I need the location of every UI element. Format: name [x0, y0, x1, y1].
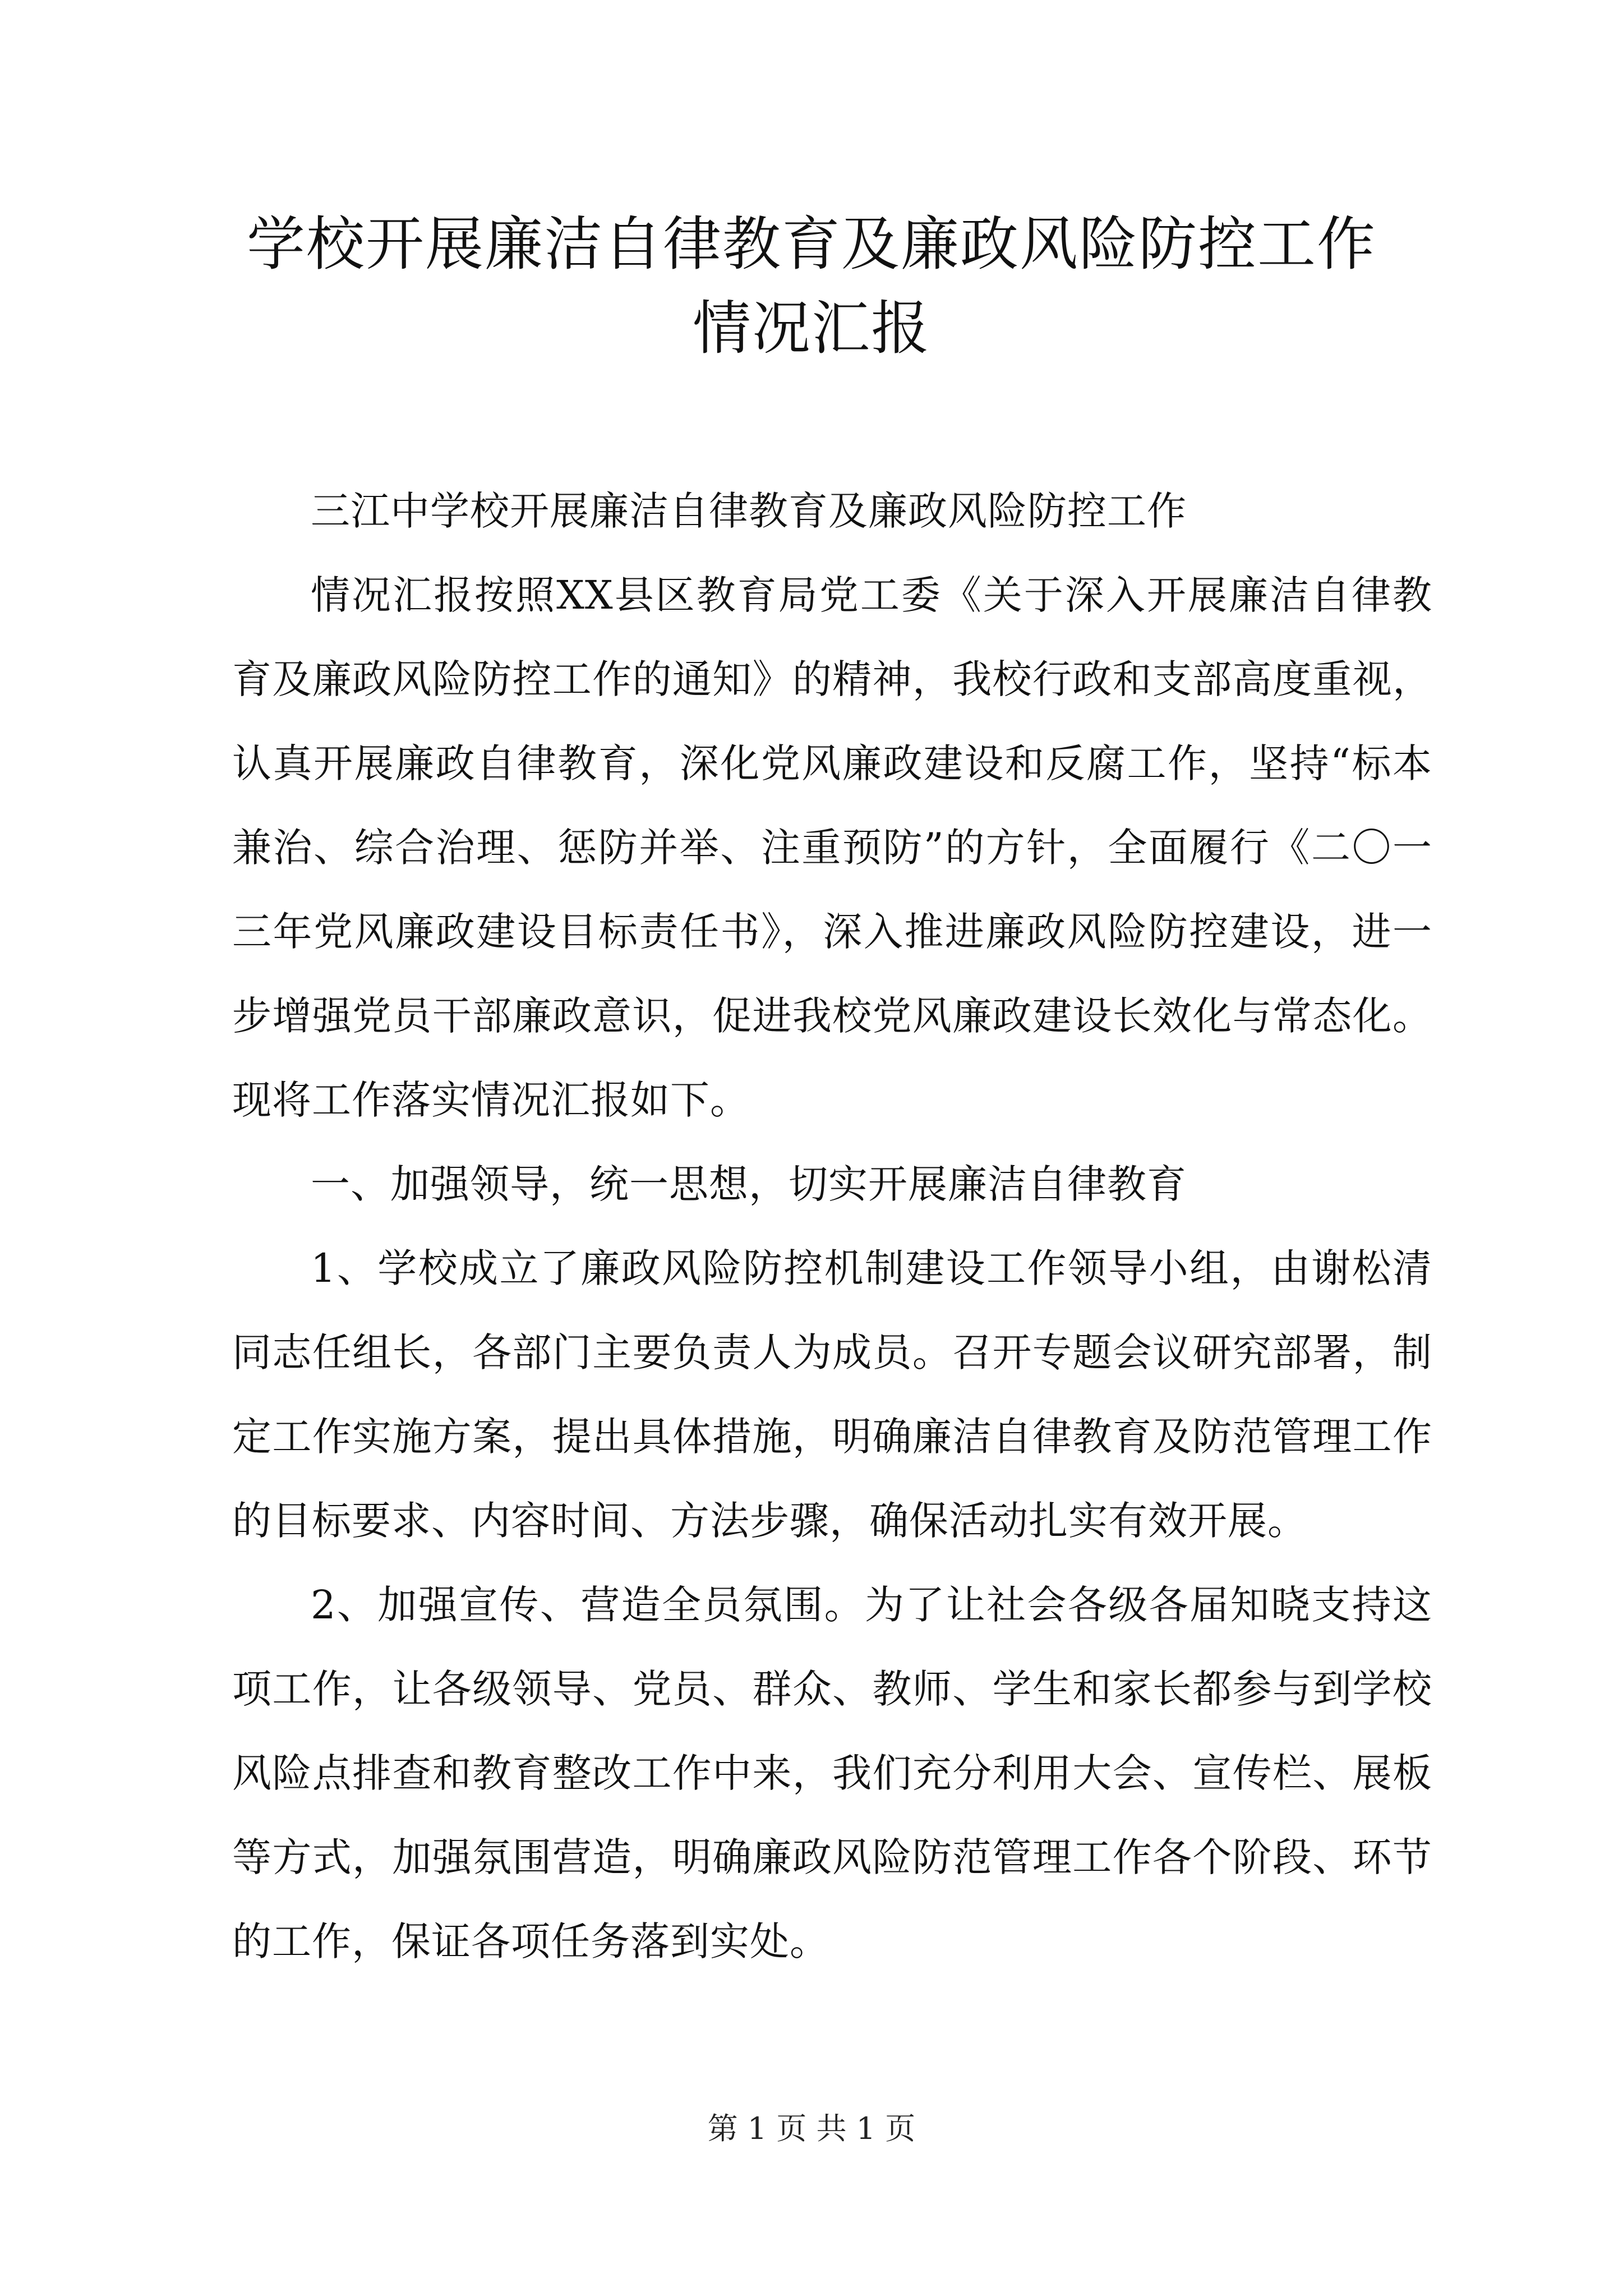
paragraph-intro: 情况汇报按照XX县区教育局党工委《关于深入开展廉洁自律教育及廉政风险防控工作的通知》的精神，我校行政和支部高度重视，认真开展廉政自律教育，深化党风廉政建设和反腐工作，坚持“标本兼治、综合治理、惩防并举、注重预防”的方针，全面履行《二〇一三年党风廉政建设目标责任书》，深入推进廉政风险防控建设，进一步增强党员干部廉政意识，促进我校党风廉政建设长效化与常态化。现将工作落实情况汇报如下。	[232, 572, 1432, 1123]
page-footer: 第 1 页 共 1 页	[707, 2111, 916, 2146]
document-body	[232, 469, 1432, 1984]
paragraph-subtitle: 三江中学校开展廉洁自律教育及廉政风险防控工作	[311, 488, 1187, 534]
paragraph-item-2: 2、加强宣传、营造全员氛围。为了让社会各级各届知晓支持这项工作，让各级领导、党员、群众、教师、学生和家长都参与到学校风险点排查和教育整改工作中来，我们充分利用大会、宣传栏、展板等方式，加强氛围营造，明确廉政风险防范管理工作各个阶段、环节的工作，保证各项任务落到实处。	[232, 1582, 1432, 1964]
document-title: 学校开展廉洁自律教育及廉政风险防控工作情况汇报	[246, 210, 1376, 362]
paragraph-item-1: 1、学校成立了廉政风险防控机制建设工作领导小组，由谢松清同志任组长，各部门主要负责人为成员。召开专题会议研究部署，制定工作实施方案，提出具体措施，明确廉洁自律教育及防范管理工作的目标要求、内容时间、方法步骤，确保活动扎实有效开展。	[232, 1245, 1432, 1544]
section-heading-1: 一、加强领导，统一思想，切实开展廉洁自律教育	[311, 1161, 1187, 1207]
